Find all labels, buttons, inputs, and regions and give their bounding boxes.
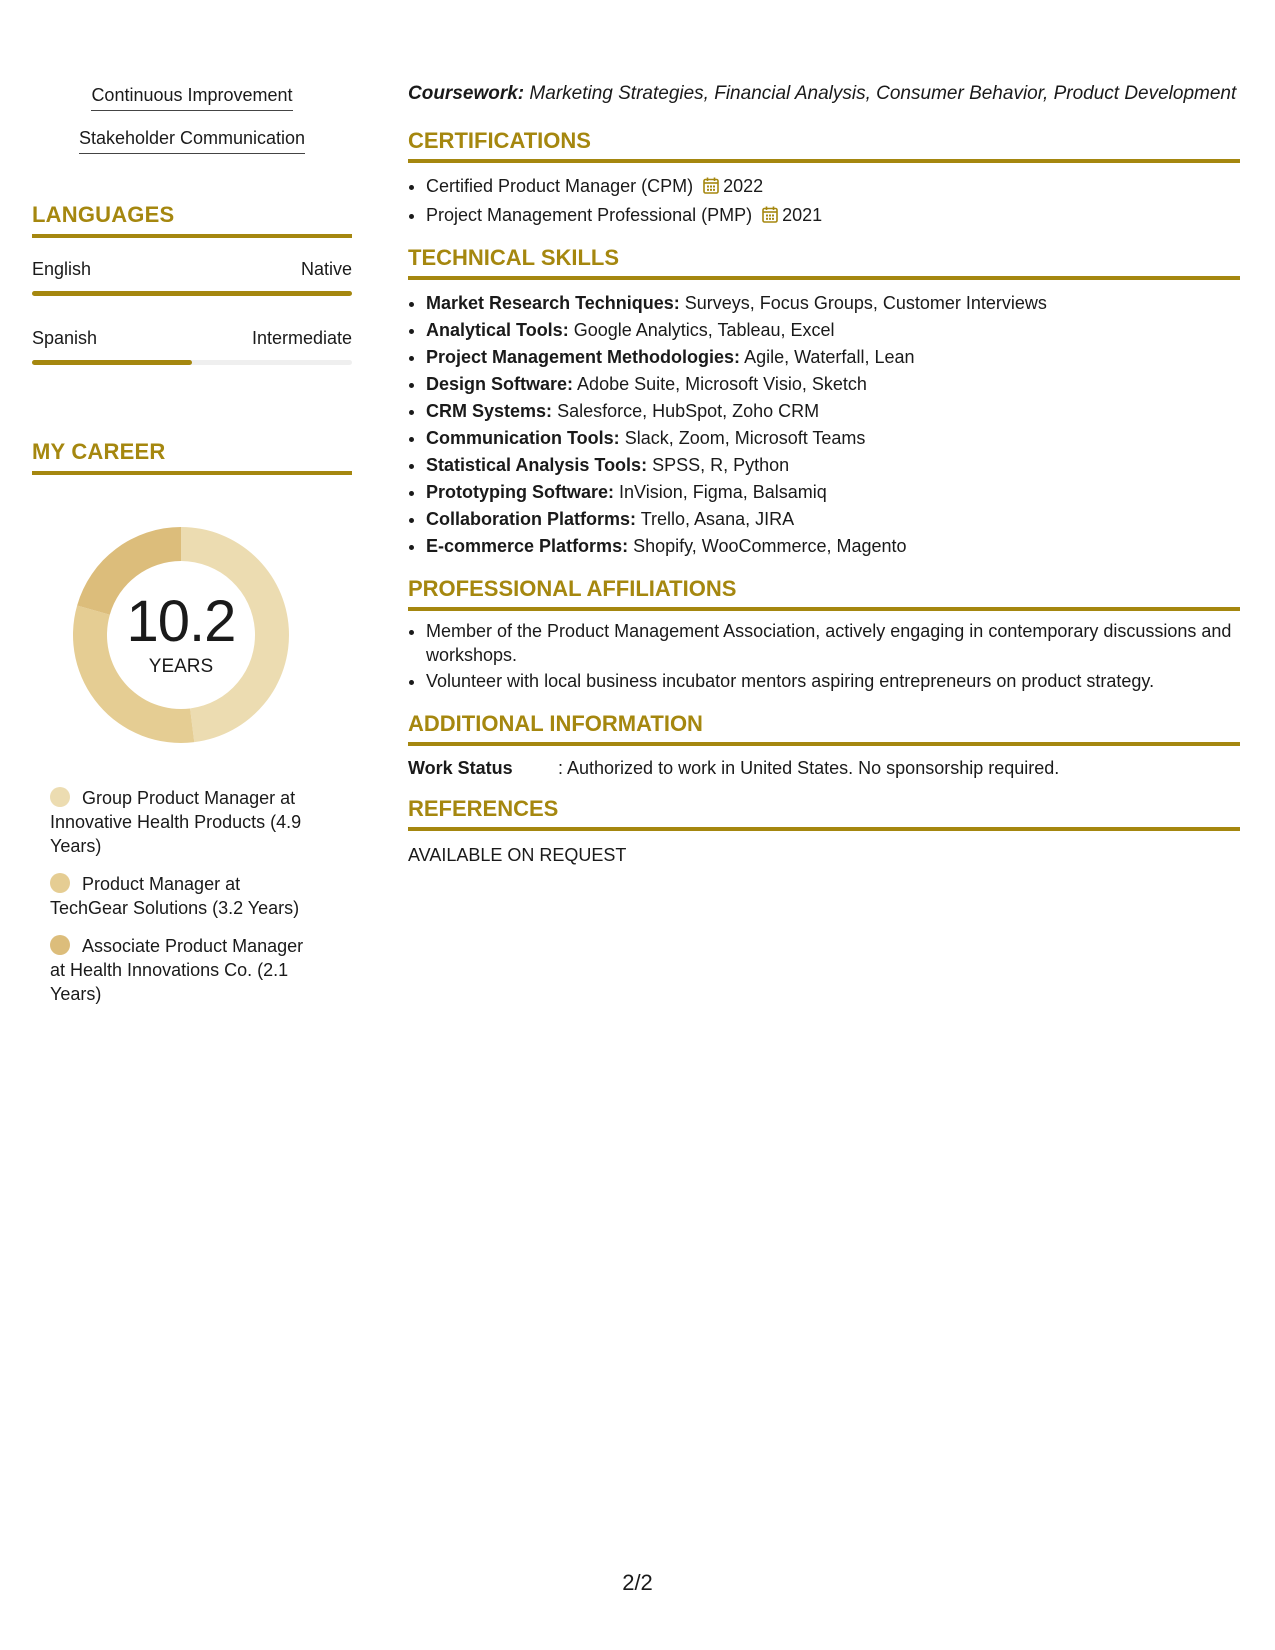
technical-skills-title: TECHNICAL SKILLS bbox=[408, 245, 1240, 280]
skill-value: Shopify, WooCommerce, Magento bbox=[633, 536, 907, 556]
references-text: AVAILABLE ON REQUEST bbox=[408, 845, 627, 865]
skill-label: Communication Tools: bbox=[426, 428, 620, 448]
coursework bbox=[408, 82, 1240, 106]
certification-item bbox=[426, 173, 1240, 202]
references-section bbox=[408, 796, 1240, 867]
skill-item bbox=[426, 344, 1240, 371]
work-status-label: Work Status bbox=[408, 758, 513, 778]
coursework-label: Coursework: bbox=[408, 83, 525, 104]
career-role-text: Product Manager at TechGear Solutions (3.2 Years) bbox=[50, 874, 300, 918]
language-level: Native bbox=[300, 259, 352, 279]
skill-item bbox=[426, 398, 1240, 425]
affiliation-item: • Member of the Product Management Association, actively engaging in contemporary discussions and workshops. bbox=[426, 619, 1240, 667]
skill-label: E-commerce Platforms: bbox=[426, 536, 629, 556]
certifications-section bbox=[408, 128, 1240, 231]
page-number: 2/2 bbox=[622, 1570, 653, 1595]
skill-item bbox=[426, 533, 1240, 560]
language-proficiency-fill bbox=[32, 291, 352, 296]
career-total-unit: YEARS bbox=[148, 656, 214, 677]
career-donut-chart bbox=[66, 520, 296, 750]
language-proficiency-bar bbox=[32, 360, 352, 365]
language-proficiency-bar bbox=[32, 291, 352, 296]
legend-swatch bbox=[50, 873, 70, 893]
skill-item bbox=[426, 290, 1240, 317]
language-name: Spanish bbox=[32, 328, 98, 348]
left-column bbox=[32, 84, 352, 1020]
career-role-text: Associate Product Manager at Health Innovations Co. (2.1 Years) bbox=[50, 936, 304, 1004]
career-legend bbox=[32, 786, 352, 1006]
technical-skills-list bbox=[408, 290, 1240, 560]
skill-value: Trello, Asana, JIRA bbox=[640, 509, 795, 529]
certification-name: Project Management Professional (PMP) bbox=[426, 205, 753, 225]
certification-year: 2022 bbox=[723, 176, 764, 196]
technical-skills-section bbox=[408, 245, 1240, 560]
skill-label: Prototyping Software: bbox=[426, 482, 614, 502]
calendar-icon bbox=[762, 204, 778, 231]
career-section bbox=[32, 439, 352, 1006]
languages-section bbox=[32, 202, 352, 365]
language-name: English bbox=[32, 259, 92, 279]
skill-label: Design Software: bbox=[426, 374, 574, 394]
language-proficiency-fill bbox=[32, 360, 192, 365]
skill-tag: Continuous Improvement bbox=[91, 84, 292, 111]
skill-value: Surveys, Focus Groups, Customer Interviews bbox=[684, 293, 1047, 313]
skill-item bbox=[426, 317, 1240, 344]
certification-name: Certified Product Manager (CPM) bbox=[426, 176, 694, 196]
affiliation-item: • Volunteer with local business incubator mentors aspiring entrepreneurs on product strategy. bbox=[426, 669, 1240, 693]
skill-value: Salesforce, HubSpot, Zoho CRM bbox=[557, 401, 820, 421]
additional-info-section bbox=[408, 711, 1240, 780]
skill-value: SPSS, R, Python bbox=[652, 455, 790, 475]
right-column bbox=[408, 82, 1240, 867]
skill-value: InVision, Figma, Balsamiq bbox=[619, 482, 827, 502]
work-status-row bbox=[408, 756, 1240, 780]
language-item bbox=[32, 327, 352, 365]
calendar-icon bbox=[703, 175, 719, 202]
languages-title: LANGUAGES bbox=[32, 202, 352, 238]
skill-label: Statistical Analysis Tools: bbox=[426, 455, 648, 475]
certifications-title: CERTIFICATIONS bbox=[408, 128, 1240, 163]
certification-year: 2021 bbox=[782, 205, 823, 225]
skill-item bbox=[426, 506, 1240, 533]
career-title: MY CAREER bbox=[32, 439, 352, 475]
career-total-years: 10.2 bbox=[126, 589, 236, 654]
skill-label: Market Research Techniques: bbox=[426, 293, 680, 313]
affiliations-section bbox=[408, 576, 1240, 693]
skill-label: CRM Systems: bbox=[426, 401, 553, 421]
skill-item bbox=[426, 371, 1240, 398]
references-title: REFERENCES bbox=[408, 796, 1240, 831]
skill-tag: Stakeholder Communication bbox=[79, 127, 305, 154]
affiliations-list bbox=[408, 619, 1240, 693]
work-status-value: : Authorized to work in United States. No sponsorship required. bbox=[558, 758, 1060, 778]
coursework-text: Marketing Strategies, Financial Analysis, Consumer Behavior, Product Development bbox=[529, 83, 1237, 104]
skill-label: Collaboration Platforms: bbox=[426, 509, 637, 529]
skill-value: Agile, Waterfall, Lean bbox=[744, 347, 915, 367]
additional-info-title: ADDITIONAL INFORMATION bbox=[408, 711, 1240, 746]
career-legend-item bbox=[50, 786, 320, 858]
skill-item bbox=[426, 425, 1240, 452]
legend-swatch bbox=[50, 935, 70, 955]
language-level: Intermediate bbox=[251, 328, 352, 348]
skill-label: Project Management Methodologies: bbox=[426, 347, 741, 367]
affiliations-title: PROFESSIONAL AFFILIATIONS bbox=[408, 576, 1240, 611]
skill-label: Analytical Tools: bbox=[426, 320, 569, 340]
legend-swatch bbox=[50, 787, 70, 807]
skill-value: Google Analytics, Tableau, Excel bbox=[573, 320, 835, 340]
certification-item bbox=[426, 202, 1240, 231]
career-legend-item bbox=[50, 872, 320, 920]
skill-item bbox=[426, 452, 1240, 479]
career-legend-item bbox=[50, 934, 320, 1006]
skill-item bbox=[426, 479, 1240, 506]
certifications-list bbox=[408, 173, 1240, 231]
career-role-text: Group Product Manager at Innovative Health Products (4.9 Years) bbox=[50, 788, 302, 856]
skill-value: Adobe Suite, Microsoft Visio, Sketch bbox=[577, 374, 867, 394]
skill-value: Slack, Zoom, Microsoft Teams bbox=[624, 428, 866, 448]
language-item bbox=[32, 258, 352, 296]
